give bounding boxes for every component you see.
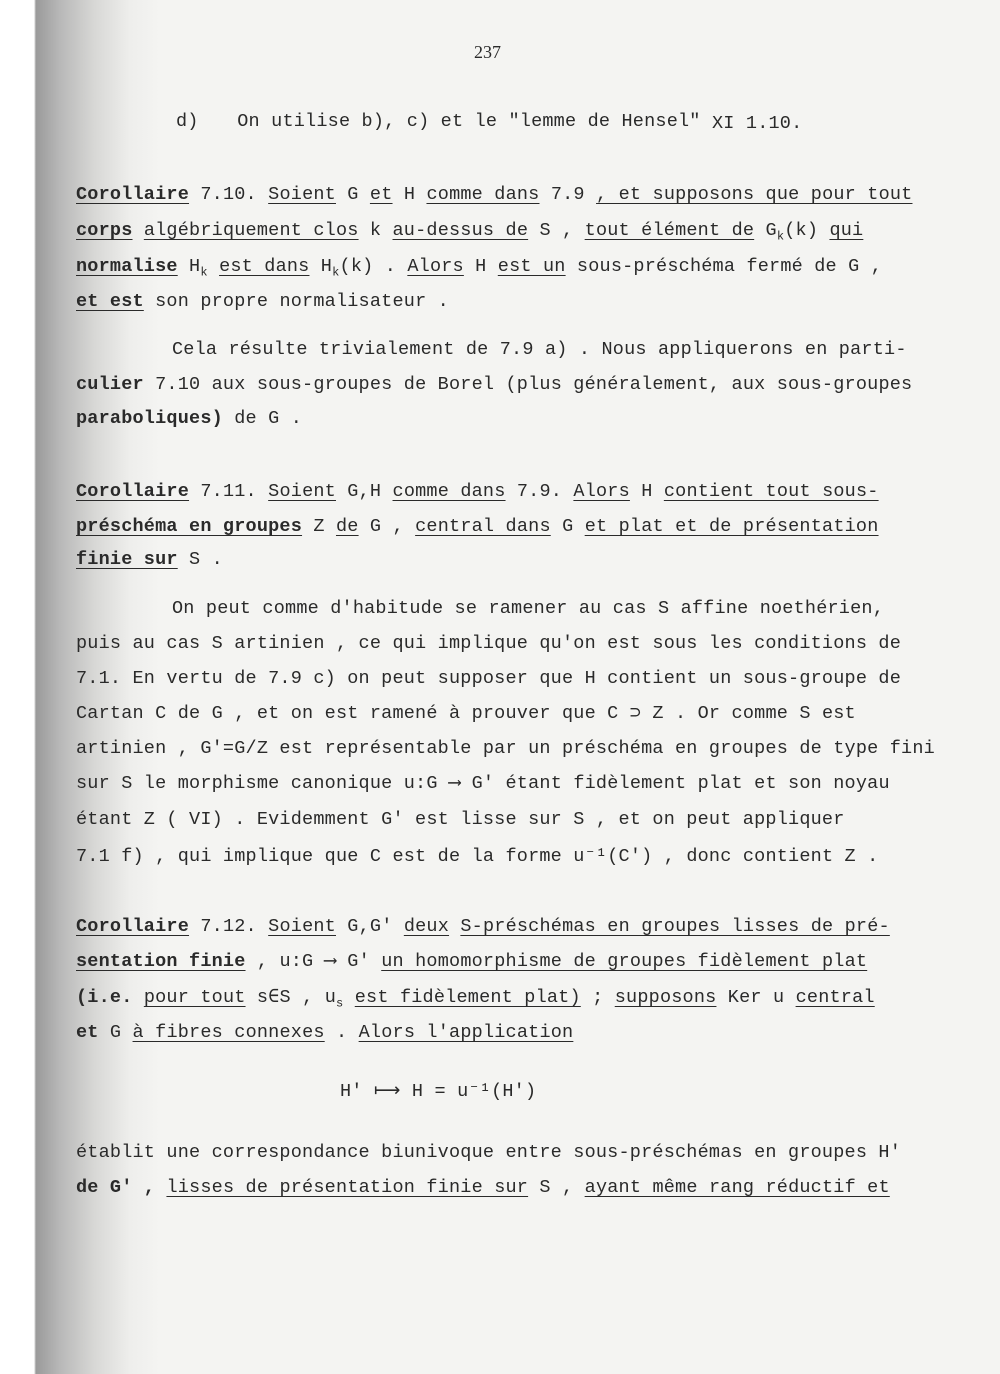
text-run: (k) . — [339, 256, 397, 277]
text-run: Alors — [407, 256, 464, 277]
p711-line-3: 7.1. En vertu de 7.9 c) on peut supposer que H contient un sous-groupe de — [76, 668, 902, 689]
p711-line-8: 7.1 f) , qui implique que C est de la forme u⁻¹(C') , donc contient Z . — [76, 846, 879, 867]
item-d-line — [176, 110, 701, 134]
item-d-text: On utilise b), c) et le "lemme de Hensel" — [237, 111, 701, 132]
text-run: normalise — [76, 256, 178, 277]
cor710-line-4 — [76, 290, 449, 314]
text-run: 7.9. — [516, 481, 563, 502]
text-run: pour tout — [143, 987, 246, 1008]
corollary-heading: Corollaire — [76, 184, 190, 205]
subscript: s — [336, 996, 344, 1011]
centered-formula: H' ⟼ H = u⁻¹(H') — [340, 1081, 537, 1102]
p710-line-1: Cela résulte trivialement de 7.9 a) . Nous appliquerons en parti- — [172, 339, 907, 360]
text-run: sous-préschéma fermé de G , — [576, 256, 883, 277]
cor712-line-5: établit une correspondance biunivoque entre sous-préschémas en groupes H' — [76, 1142, 902, 1163]
cor712-line-1 — [76, 915, 890, 939]
text-run: ayant même rang réductif et — [584, 1177, 890, 1198]
corollary-heading: Corollaire — [76, 481, 190, 502]
corollary-heading: Corollaire — [76, 916, 190, 937]
p710-line-2 — [76, 373, 912, 397]
text-run: Alors l'application — [358, 1022, 574, 1043]
cor711-line-3 — [76, 548, 223, 572]
text-run: G , — [369, 516, 404, 537]
text-run: Alors — [573, 481, 630, 502]
text-run: est un — [497, 256, 566, 277]
text-run: (i.e. — [76, 987, 133, 1008]
text-run: ; — [592, 987, 604, 1008]
text-run: est fidèlement plat) — [354, 987, 581, 1008]
text-run: et plat et de présentation — [584, 516, 879, 537]
text-run: un homomorphisme de groupes fidèlement plat — [381, 951, 868, 972]
text-run: Soient — [268, 481, 336, 502]
text-run: contient tout sous- — [663, 481, 879, 502]
text-run: (k) — [784, 220, 819, 241]
text-run: , et supposons que pour tout — [596, 184, 913, 205]
text-run: culier — [76, 374, 144, 395]
cor710-line-2 — [76, 219, 863, 249]
text-run: S , — [539, 220, 574, 241]
text-run: , u:G ⟶ G' — [256, 951, 370, 972]
p711-line-6: sur S le morphisme canonique u:G ⟶ G' étant fidèlement plat et son noyau — [76, 773, 890, 794]
text-run: Soient — [268, 916, 336, 937]
text-run: S , — [539, 1177, 574, 1198]
corollary-number: 7.10. — [200, 184, 257, 205]
text-run: H — [475, 256, 487, 277]
text-run: G — [765, 220, 777, 241]
subscript: k — [776, 229, 785, 244]
text-run: G — [562, 516, 574, 537]
text-run: Soient — [268, 184, 336, 205]
text-run: supposons — [614, 987, 717, 1008]
p711-line-5: artinien , G'=G/Z est représentable par un préschéma en groupes de type fini — [76, 738, 935, 759]
text-run: de G' , — [76, 1177, 156, 1198]
text-run: son propre normalisateur . — [155, 291, 449, 312]
corollary-number: 7.12. — [200, 916, 257, 937]
text-run: H — [641, 481, 653, 502]
text-run: H — [189, 256, 201, 277]
text-run: G — [109, 1022, 122, 1043]
text-run: G,H — [347, 481, 382, 502]
cor711-line-2 — [76, 515, 879, 539]
text-run: Ker u — [727, 987, 785, 1008]
cor712-line-6 — [76, 1176, 890, 1200]
text-run: 7.10 aux sous-groupes de Borel (plus généralement, aux sous-groupes — [155, 374, 913, 395]
text-run: lisses de présentation finie sur — [166, 1177, 529, 1198]
p711-line-1: On peut comme d'habitude se ramener au cas S affine noethérien, — [172, 598, 885, 619]
text-run: G,G' — [347, 916, 393, 937]
text-run: Z — [313, 516, 325, 537]
cor712-line-3 — [76, 986, 875, 1016]
item-d-label: d) — [176, 111, 199, 132]
text-run: est dans — [219, 256, 310, 277]
text-run: G — [347, 184, 359, 205]
text-run: algébriquement clos — [143, 220, 359, 241]
page-number: 237 — [474, 42, 501, 62]
p711-line-2: puis au cas S artinien , ce qui implique qu'on est sous les conditions de — [76, 633, 902, 654]
text-run: u — [324, 987, 337, 1008]
text-run: de G . — [234, 408, 303, 429]
subscript: k — [200, 265, 208, 280]
text-run: tout élément de — [584, 220, 755, 241]
text-run: et — [76, 1022, 99, 1043]
text-run: au-dessus de — [392, 220, 529, 241]
cor711-line-1 — [76, 480, 879, 504]
text-run: paraboliques) — [76, 408, 223, 429]
text-run: de — [335, 516, 359, 537]
text-run: . — [336, 1022, 348, 1043]
text-run: comme dans — [392, 481, 506, 502]
text-run: qui — [829, 220, 864, 241]
text-run: H — [320, 256, 333, 277]
text-run: central dans — [415, 516, 551, 537]
text-run: S . — [189, 549, 223, 570]
text-run: préschéma en groupes — [76, 516, 303, 537]
cor712-line-2 — [76, 950, 867, 974]
text-run: sentation finie — [76, 951, 246, 972]
cor710-line-3 — [76, 255, 882, 285]
subscript: k — [332, 265, 340, 280]
text-run: à fibres connexes — [132, 1022, 325, 1043]
text-run: et — [369, 184, 393, 205]
text-run: et est — [76, 291, 144, 312]
text-run: finie sur — [76, 549, 178, 570]
text-run: corps — [76, 220, 133, 241]
p711-line-4: Cartan C de G , et on est ramené à prouver que C ⊃ Z . Or comme S est — [76, 703, 856, 724]
cor710-line-1 — [76, 183, 912, 207]
text-run: comme dans — [426, 184, 540, 205]
p711-line-7: étant Z ( VI) . Evidemment G' est lisse sur S , et on peut appliquer — [76, 809, 845, 830]
text-run: 7.9 — [550, 184, 585, 205]
text-run: H — [403, 184, 416, 205]
text-run: s∈S , — [256, 987, 314, 1008]
p710-line-3 — [76, 407, 302, 431]
corollary-number: 7.11. — [200, 481, 257, 502]
text-run: deux — [403, 916, 450, 937]
text-run: S-préschémas en groupes lisses de pré- — [460, 916, 890, 937]
text-run: k — [369, 220, 382, 241]
text-run: central — [795, 987, 875, 1008]
cor712-line-4 — [76, 1021, 573, 1045]
item-d-reference: XI 1.10. — [712, 113, 803, 134]
